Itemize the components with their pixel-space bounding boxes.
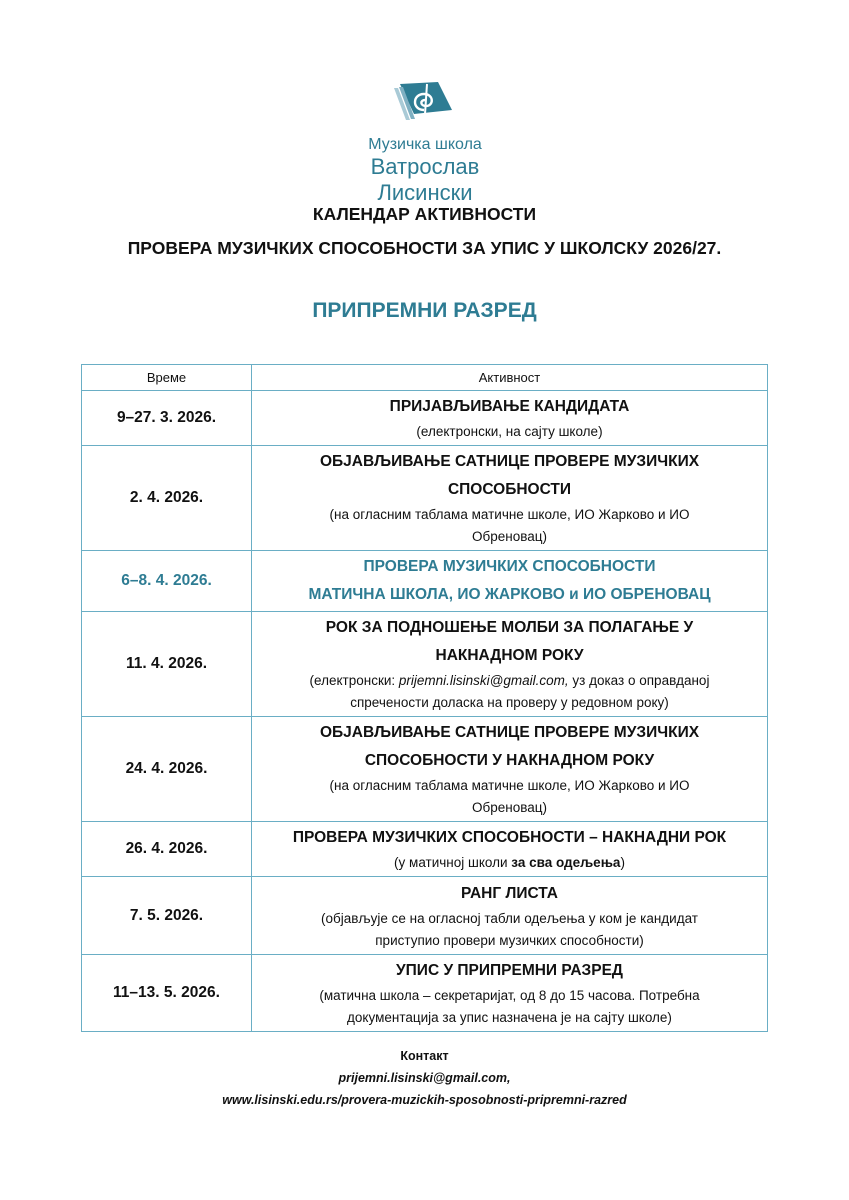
table-row bbox=[82, 612, 768, 717]
school-logo bbox=[322, 80, 528, 206]
logo-line-2: Ватрослав Лисински bbox=[370, 154, 480, 205]
activity-note: Обреновац) bbox=[472, 529, 547, 544]
note-text: (електронски: bbox=[309, 673, 399, 688]
table-row bbox=[82, 877, 768, 955]
header-activity: Активност bbox=[252, 365, 768, 391]
activity-title: СПОСОБНОСТИ bbox=[447, 481, 572, 498]
table-row bbox=[82, 446, 768, 551]
activity-note bbox=[266, 670, 753, 692]
table-row bbox=[82, 391, 768, 446]
activity-title: ПРИЈАВЉИВАЊЕ КАНДИДАТА bbox=[389, 398, 630, 415]
note-email: prijemni.lisinski@gmail.com, bbox=[398, 673, 569, 688]
treble-clef-logo-icon bbox=[394, 80, 456, 124]
activity-note: (електронски, на сајту школе) bbox=[416, 424, 603, 439]
table-header-row bbox=[82, 365, 768, 391]
activity-note: (на огласним таблама матичне школе, ИО Жарково и ИО bbox=[329, 507, 690, 522]
row-date: 2. 4. 2026. bbox=[82, 446, 252, 551]
row-date: 26. 4. 2026. bbox=[82, 822, 252, 877]
activity-note: Обреновац) bbox=[472, 800, 547, 815]
contact-block bbox=[0, 1045, 849, 1111]
row-activity bbox=[252, 446, 768, 551]
note-text: (у матичној школи bbox=[394, 855, 512, 870]
activity-title: ОБЈАВЉИВАЊЕ САТНИЦЕ ПРОВЕРЕ МУЗИЧКИХ bbox=[319, 724, 700, 741]
page-title-line-1: КАЛЕНДАР АКТИВНОСТИ bbox=[312, 204, 537, 224]
header-time: Време bbox=[82, 365, 252, 391]
table-row bbox=[82, 955, 768, 1032]
table-row bbox=[82, 551, 768, 612]
activity-note bbox=[266, 852, 753, 874]
row-date: 9–27. 3. 2026. bbox=[82, 391, 252, 446]
activity-note: документација за упис назначена је на сајту школе) bbox=[347, 1010, 672, 1025]
row-activity bbox=[252, 717, 768, 822]
activity-title: СПОСОБНОСТИ У НАКНАДНОМ РОКУ bbox=[364, 752, 655, 769]
activity-note: спречености доласка на проверу у редовном року) bbox=[350, 695, 669, 710]
activity-note: (објављује се на огласној табли одељења у ком је кандидат bbox=[321, 910, 698, 926]
row-date: 6–8. 4. 2026. bbox=[82, 551, 252, 612]
activity-note: приступио провери музичких способности) bbox=[375, 932, 644, 948]
activity-note: (матична школа – секретаријат, од 8 до 15 часова. Потребна bbox=[319, 988, 700, 1003]
row-activity bbox=[252, 955, 768, 1032]
activity-title: НАКНАДНОМ РОКУ bbox=[435, 647, 584, 664]
row-activity bbox=[252, 551, 768, 612]
row-date: 24. 4. 2026. bbox=[82, 717, 252, 822]
activity-title: ОБЈАВЉИВАЊЕ САТНИЦЕ ПРОВЕРЕ МУЗИЧКИХ bbox=[319, 453, 700, 470]
table-row bbox=[82, 822, 768, 877]
row-activity bbox=[252, 877, 768, 955]
activity-title: ПРОВЕРА МУЗИЧКИХ СПОСОБНОСТИ – НАКНАДНИ РОК bbox=[292, 829, 727, 846]
page-subtitle: ПРИПРЕМНИ РАЗРЕД bbox=[312, 299, 537, 322]
contact-label: Контакт bbox=[400, 1049, 449, 1063]
row-activity bbox=[252, 612, 768, 717]
contact-url-link[interactable]: www.lisinski.edu.rs/provera-muzickih-sposobnosti-pripremni-razred bbox=[222, 1093, 627, 1107]
row-date: 11–13. 5. 2026. bbox=[82, 955, 252, 1032]
note-bold: за сва одељења bbox=[511, 855, 621, 870]
table-row bbox=[82, 717, 768, 822]
note-text: ) bbox=[620, 855, 625, 870]
activity-title: МАТИЧНА ШКОЛА, ИО ЖАРКОВО и ИО ОБРЕНОВАЦ bbox=[308, 586, 711, 603]
page-title-line-2: ПРОВЕРА МУЗИЧКИХ СПОСОБНОСТИ ЗА УПИС У ШКОЛСКУ 2026/27. bbox=[127, 238, 722, 258]
activity-title: РОК ЗА ПОДНОШЕЊЕ МОЛБИ ЗА ПОЛАГАЊЕ У bbox=[325, 619, 694, 636]
activity-title: РАНГ ЛИСТА bbox=[461, 884, 558, 902]
logo-line-1: Музичка школа bbox=[368, 136, 482, 153]
row-activity bbox=[252, 822, 768, 877]
activity-title: УПИС У ПРИПРЕМНИ РАЗРЕД bbox=[396, 962, 623, 979]
row-activity bbox=[252, 391, 768, 446]
row-date: 11. 4. 2026. bbox=[82, 612, 252, 717]
row-date: 7. 5. 2026. bbox=[82, 877, 252, 955]
contact-email-link[interactable]: prijemni.lisinski@gmail.com, bbox=[338, 1071, 511, 1085]
activity-calendar-table bbox=[81, 364, 768, 1032]
activity-note: (на огласним таблама матичне школе, ИО Жарково и ИО bbox=[329, 778, 690, 793]
activity-title: ПРОВЕРА МУЗИЧКИХ СПОСОБНОСТИ bbox=[363, 558, 656, 575]
note-text: уз доказ о оправданој bbox=[568, 673, 710, 688]
